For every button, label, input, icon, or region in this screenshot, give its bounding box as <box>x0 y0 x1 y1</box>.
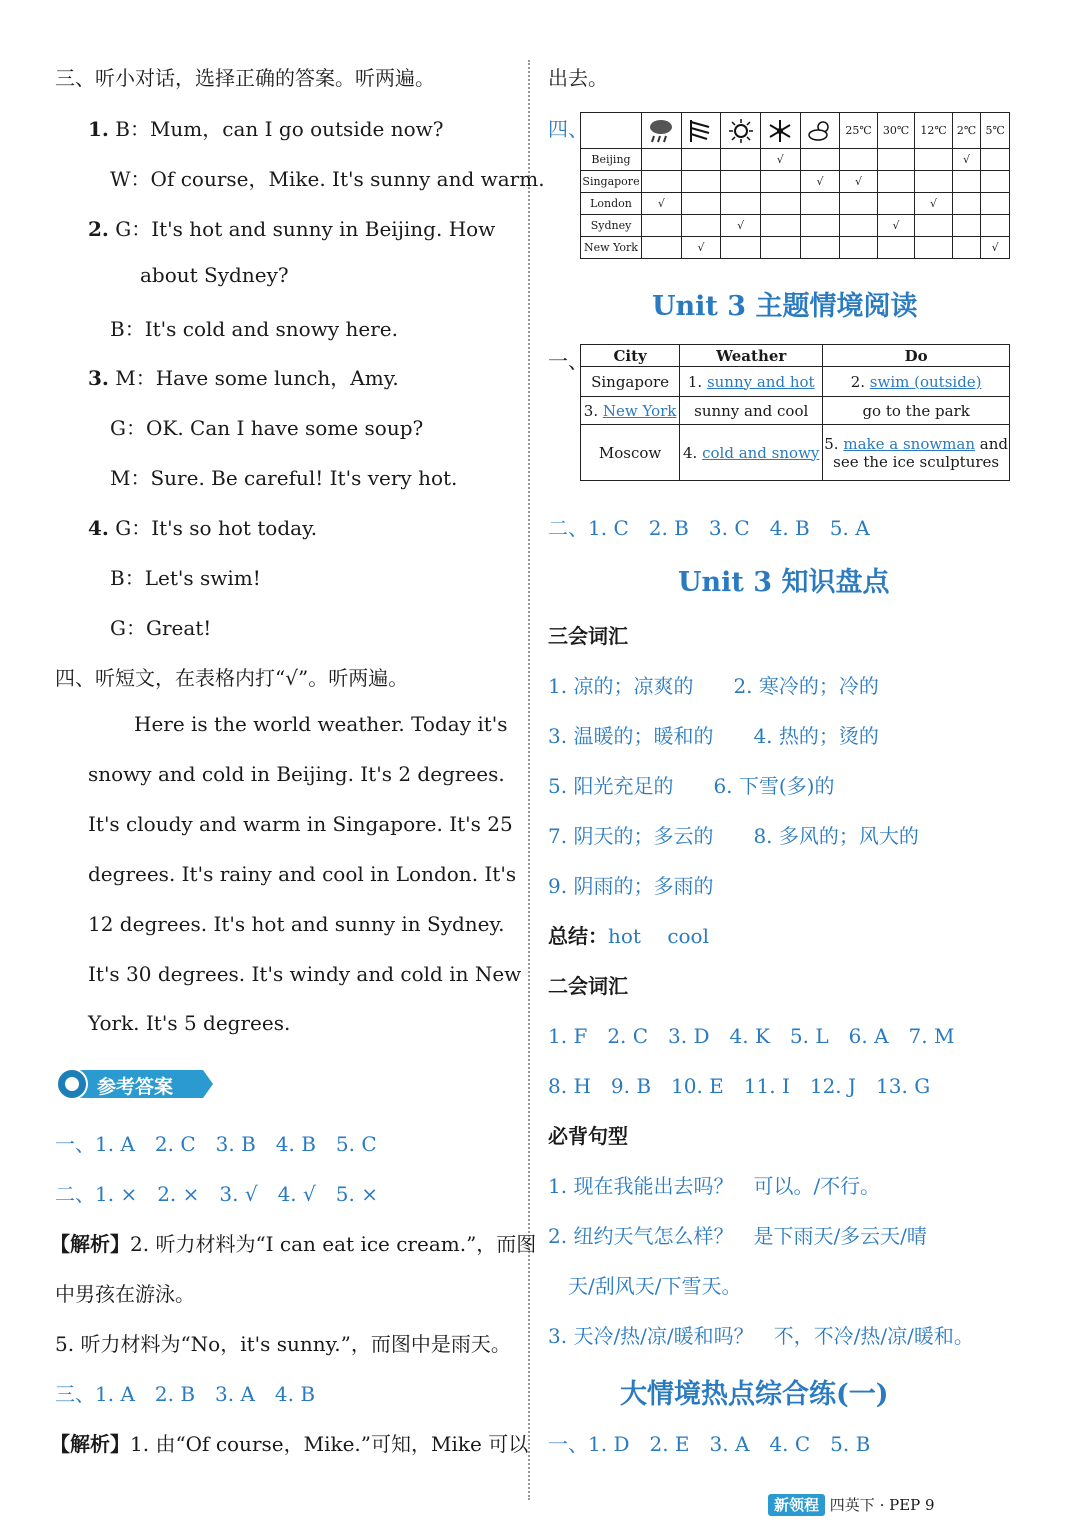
bibei-heading: 必背句型 <box>548 1124 628 1148</box>
check-cell <box>952 215 981 237</box>
erhui-answers-2: 8. H 9. B 10. E 11. I 12. J 13. G <box>548 1074 931 1098</box>
footer-tag: 新领程 <box>768 1494 825 1516</box>
passage-line-4: degrees. It's rainy and cool in London. It's <box>88 862 517 886</box>
answer-badge <box>55 1068 215 1100</box>
check-cell <box>760 215 800 237</box>
check-cell <box>877 237 915 259</box>
check-cell: √ <box>952 149 981 171</box>
check-cell <box>877 149 915 171</box>
weather-rows <box>581 149 1010 259</box>
rainy-icon <box>642 113 682 149</box>
check-cell <box>915 215 953 237</box>
city-cell: New York <box>581 237 642 259</box>
check-cell <box>840 193 878 215</box>
sentence-2-cont: 天/刮风天/下雪天。 <box>568 1274 742 1298</box>
check-cell <box>642 215 682 237</box>
reading-table-label: 一、 <box>548 349 588 373</box>
check-cell <box>840 237 878 259</box>
dialog-1-line-2: W：Of course，Mike. It's sunny and warm. <box>110 167 545 191</box>
r1-city: Singapore <box>581 367 680 397</box>
dialog-2-line-2: B：It's cold and snowy here. <box>110 317 398 341</box>
city-cell: London <box>581 193 642 215</box>
sunny-icon <box>721 113 761 149</box>
check-cell <box>981 171 1010 193</box>
big-title: 大情境热点综合练(一) <box>620 1379 889 1410</box>
check-cell <box>981 149 1010 171</box>
passage-line-3: It's cloudy and warm in Singapore. It's 25 <box>88 812 513 836</box>
check-cell <box>800 193 840 215</box>
weather-table <box>580 112 1010 259</box>
check-cell <box>877 193 915 215</box>
check-cell <box>721 171 761 193</box>
page-number: 9 <box>925 1496 935 1514</box>
check-cell <box>642 171 682 193</box>
erhui-answers-1: 1. F 2. C 3. D 4. K 5. L 6. A 7. M <box>548 1024 955 1048</box>
footer-text: 四英下 · PEP <box>829 1496 921 1514</box>
dialog-1-line-1: 1. B：Mum，can I go outside now? <box>88 117 444 141</box>
check-cell: √ <box>877 215 915 237</box>
check-cell <box>915 237 953 259</box>
vocab-5: 9. 阴雨的；多雨的 <box>548 874 714 898</box>
cloudy-icon <box>800 113 840 149</box>
weather-row <box>581 193 1010 215</box>
check-cell <box>721 237 761 259</box>
check-cell <box>642 149 682 171</box>
answer-1: 一、1. A 2. C 3. B 4. B 5. C <box>55 1132 377 1156</box>
check-cell <box>915 149 953 171</box>
col-weather: Weather <box>680 345 823 367</box>
r1-do: 2. swim (outside) <box>823 367 1010 397</box>
city-cell: Sydney <box>581 215 642 237</box>
passage-line-6: It's 30 degrees. It's windy and cold in New <box>88 962 522 986</box>
r2-weather: sunny and cool <box>680 397 823 425</box>
temp-12: 12℃ <box>915 113 953 149</box>
dialog-3-line-3: M：Sure. Be careful! It's very hot. <box>110 466 458 490</box>
erhui-heading: 二会词汇 <box>548 974 628 998</box>
reading-answers: 二、1. C 2. B 3. C 4. B 5. A <box>548 516 870 540</box>
passage-line-5: 12 degrees. It's hot and sunny in Sydney. <box>88 912 505 936</box>
sentence-3: 3. 天冷/热/凉/暖和吗？ 不，不冷/热/凉/暖和。 <box>548 1324 974 1348</box>
r2-city: 3. New York <box>581 397 680 425</box>
temp-2: 2℃ <box>952 113 981 149</box>
vocab-2: 3. 温暖的；暖和的 4. 热的；烫的 <box>548 724 879 748</box>
dialog-4-line-1: 4. G：It's so hot today. <box>88 516 318 540</box>
weather-row <box>581 171 1010 193</box>
check-cell <box>981 215 1010 237</box>
check-cell <box>952 193 981 215</box>
unit3-reading-title: Unit 3 主题情境阅读 <box>652 291 918 322</box>
column-divider <box>528 60 530 1500</box>
analysis-3: 【解析】1. 由“Of course，Mike.”可知，Mike 可以 <box>50 1432 529 1456</box>
check-cell <box>800 237 840 259</box>
check-cell <box>760 237 800 259</box>
check-cell <box>721 193 761 215</box>
temp-25: 25℃ <box>840 113 878 149</box>
vocab-1: 1. 凉的；凉爽的 2. 寒冷的；冷的 <box>548 674 879 698</box>
summary-line: 总结：hot cool <box>548 924 709 948</box>
check-cell <box>642 237 682 259</box>
passage-line-1: Here is the world weather. Today it's <box>134 712 508 736</box>
analysis-1-line-2: 中男孩在游泳。 <box>55 1282 195 1306</box>
r1-weather: 1. sunny and hot <box>680 367 823 397</box>
check-cell <box>952 237 981 259</box>
weather-row <box>581 237 1010 259</box>
answer-3: 三、1. A 2. B 3. A 4. B <box>55 1382 316 1406</box>
check-cell: √ <box>840 171 878 193</box>
r3-do: 5. make a snowman and see the ice sculptures <box>823 425 1010 481</box>
col-do: Do <box>823 345 1010 367</box>
sentence-2: 2. 纽约天气怎么样？ 是下雨天/多云天/晴 <box>548 1224 927 1248</box>
check-cell <box>840 215 878 237</box>
dialog-4-line-2: B：Let's swim! <box>110 566 261 590</box>
answer-2: 二、1. × 2. × 3. √ 4. √ 5. × <box>55 1182 378 1206</box>
check-cell <box>681 215 721 237</box>
dialog-4-line-3: G：Great! <box>110 616 212 640</box>
check-cell <box>877 171 915 193</box>
check-cell <box>681 171 721 193</box>
check-cell <box>760 171 800 193</box>
passage-line-2: snowy and cold in Beijing. It's 2 degrees. <box>88 762 505 786</box>
windy-icon <box>681 113 721 149</box>
check-cell: √ <box>800 171 840 193</box>
corner-cell <box>581 113 642 149</box>
check-cell: √ <box>681 237 721 259</box>
reading-table <box>580 344 1010 481</box>
check-cell <box>681 149 721 171</box>
r2-do: go to the park <box>823 397 1010 425</box>
sanhui-heading: 三会词汇 <box>548 624 628 648</box>
check-cell: √ <box>915 193 953 215</box>
dialog-2-line-1: 2. G：It's hot and sunny in Beijing. How <box>88 217 496 241</box>
check-cell: √ <box>721 215 761 237</box>
check-cell <box>681 193 721 215</box>
footer <box>768 1494 935 1515</box>
city-cell: Singapore <box>581 171 642 193</box>
dialog-2-line-1b: about Sydney? <box>140 263 289 287</box>
check-cell: √ <box>642 193 682 215</box>
check-cell <box>800 215 840 237</box>
vocab-4: 7. 阴天的；多云的 8. 多风的；风大的 <box>548 824 919 848</box>
check-cell: √ <box>760 149 800 171</box>
r3-weather: 4. cold and snowy <box>680 425 823 481</box>
temp-30: 30℃ <box>877 113 915 149</box>
dialog-3-line-2: G：OK. Can I have some soup? <box>110 416 424 440</box>
check-cell <box>840 149 878 171</box>
section-4-title: 四、听短文，在表格内打“√”。听两遍。 <box>55 666 409 690</box>
weather-row <box>581 149 1010 171</box>
analysis-1: 【解析】2. 听力材料为“I can eat ice cream.”，而图 <box>50 1232 537 1256</box>
check-cell: √ <box>981 237 1010 259</box>
vocab-3: 5. 阳光充足的 6. 下雪(多)的 <box>548 774 835 798</box>
weather-table-label: 四、 <box>548 117 588 141</box>
check-cell <box>800 149 840 171</box>
badge-label: 参考答案 <box>97 1076 174 1098</box>
check-cell <box>760 193 800 215</box>
r3-city: Moscow <box>581 425 680 481</box>
final-answers: 一、1. D 2. E 3. A 4. C 5. B <box>548 1432 871 1456</box>
snowy-icon <box>760 113 800 149</box>
check-cell <box>915 171 953 193</box>
weather-row <box>581 215 1010 237</box>
sentence-1: 1. 现在我能出去吗？ 可以。/不行。 <box>548 1174 881 1198</box>
section-3-title: 三、听小对话，选择正确的答案。听两遍。 <box>55 66 435 90</box>
check-cell <box>952 171 981 193</box>
check-cell <box>721 149 761 171</box>
analysis-2: 5. 听力材料为“No，it's sunny.”，而图中是雨天。 <box>55 1332 511 1356</box>
continued-text: 出去。 <box>548 66 608 90</box>
city-cell: Beijing <box>581 149 642 171</box>
col-city: City <box>581 345 680 367</box>
check-cell <box>981 193 1010 215</box>
passage-line-7: York. It's 5 degrees. <box>88 1011 291 1035</box>
temp-5: 5℃ <box>981 113 1010 149</box>
unit3-summary-title: Unit 3 知识盘点 <box>678 567 890 598</box>
dialog-3-line-1: 3. M：Have some lunch，Amy. <box>88 366 399 390</box>
